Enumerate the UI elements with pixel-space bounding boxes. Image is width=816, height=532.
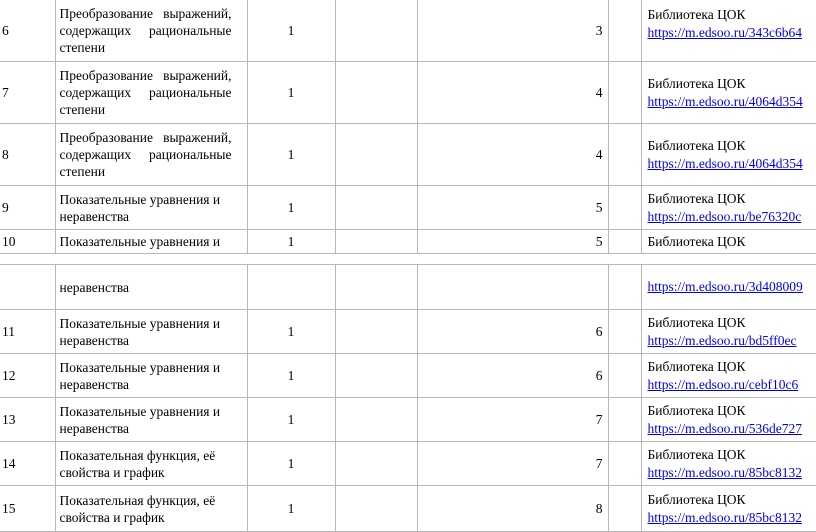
resource-cell: [641, 62, 816, 124]
lesson-week: 6: [417, 310, 608, 354]
lesson-topic: Преобразование выражений, содержащих рациональные степени: [55, 62, 247, 124]
lesson-week: 4: [417, 62, 608, 124]
resource-link[interactable]: https://m.edsoo.ru/bd5ff0ec: [648, 333, 797, 348]
table-row: [0, 0, 816, 62]
lesson-number: 14: [0, 442, 55, 486]
lesson-table-top: [0, 0, 816, 254]
lesson-number: 8: [0, 124, 55, 186]
resource-cell: [641, 0, 816, 62]
lesson-topic: Показательные уравнения и неравенства: [55, 354, 247, 398]
empty-cell: [0, 265, 55, 310]
table-row: [0, 62, 816, 124]
lesson-hours: 1: [247, 486, 335, 532]
resource-link[interactable]: https://m.edsoo.ru/536de727: [648, 421, 803, 436]
empty-cell: [335, 265, 417, 310]
library-label: Библиотека ЦОК: [648, 314, 816, 332]
lesson-topic: Показательные уравнения и неравенства: [55, 398, 247, 442]
empty-cell: [335, 310, 417, 354]
empty-cell: [335, 62, 417, 124]
lesson-hours: 1: [247, 62, 335, 124]
lesson-hours: 1: [247, 230, 335, 254]
lesson-hours: 1: [247, 124, 335, 186]
lesson-topic: Показательная функция, её свойства и график: [55, 442, 247, 486]
empty-cell: [608, 265, 641, 310]
empty-cell: [335, 124, 417, 186]
lesson-number: 12: [0, 354, 55, 398]
lesson-week: 3: [417, 0, 608, 62]
lesson-topic: Преобразование выражений, содержащих рациональные степени: [55, 0, 247, 62]
library-label: Библиотека ЦОК: [648, 6, 816, 24]
lesson-hours: 1: [247, 398, 335, 442]
lesson-hours: 1: [247, 0, 335, 62]
resource-link[interactable]: https://m.edsoo.ru/be76320c: [648, 209, 802, 224]
library-label: Библиотека ЦОК: [648, 75, 816, 93]
lesson-week: 7: [417, 398, 608, 442]
resource-link[interactable]: https://m.edsoo.ru/4064d354: [648, 156, 803, 171]
empty-cell: [608, 398, 641, 442]
resource-cell: [641, 354, 816, 398]
table-row: [0, 442, 816, 486]
empty-cell: [608, 124, 641, 186]
resource-link[interactable]: https://m.edsoo.ru/cebf10c6: [648, 377, 799, 392]
lesson-number: 11: [0, 310, 55, 354]
lesson-number: 15: [0, 486, 55, 532]
resource-cell: [641, 310, 816, 354]
lesson-week: 8: [417, 486, 608, 532]
empty-cell: [608, 230, 641, 254]
lesson-hours: 1: [247, 354, 335, 398]
library-label: Библиотека ЦОК: [648, 190, 816, 208]
lesson-number: 13: [0, 398, 55, 442]
empty-cell: [335, 186, 417, 230]
resource-link[interactable]: https://m.edsoo.ru/85bc8132: [648, 510, 803, 525]
table-row: [0, 354, 816, 398]
resource-cell: [641, 124, 816, 186]
resource-link[interactable]: https://m.edsoo.ru/85bc8132: [648, 465, 803, 480]
empty-cell: [608, 354, 641, 398]
table-row: [0, 398, 816, 442]
table-row: [0, 186, 816, 230]
lesson-week: 6: [417, 354, 608, 398]
lesson-number: 6: [0, 0, 55, 62]
library-label: Библиотека ЦОК: [648, 358, 816, 376]
resource-link[interactable]: https://m.edsoo.ru/3d408009: [648, 279, 803, 294]
lesson-topic: Показательная функция, её свойства и график: [55, 486, 247, 532]
lesson-topic: Показательные уравнения и: [55, 230, 247, 254]
lesson-topic: неравенства: [55, 265, 247, 310]
table-row: [0, 124, 816, 186]
lesson-topic: Преобразование выражений, содержащих рациональные степени: [55, 124, 247, 186]
empty-cell: [335, 230, 417, 254]
lesson-hours: 1: [247, 310, 335, 354]
empty-cell: [335, 442, 417, 486]
empty-cell: [608, 62, 641, 124]
lesson-number: 9: [0, 186, 55, 230]
table-row: [0, 310, 816, 354]
resource-link[interactable]: https://m.edsoo.ru/4064d354: [648, 94, 803, 109]
empty-cell: [608, 310, 641, 354]
table-row: [0, 265, 816, 310]
empty-cell: [335, 398, 417, 442]
empty-cell: [417, 265, 608, 310]
lesson-topic: Показательные уравнения и неравенства: [55, 310, 247, 354]
lesson-week: 5: [417, 230, 608, 254]
empty-cell: [335, 354, 417, 398]
empty-cell: [608, 0, 641, 62]
library-label: Библиотека ЦОК: [648, 233, 816, 251]
resource-cell: [641, 442, 816, 486]
library-label: Библиотека ЦОК: [648, 137, 816, 155]
empty-cell: [247, 265, 335, 310]
lesson-hours: 1: [247, 186, 335, 230]
resource-link[interactable]: https://m.edsoo.ru/343c6b64: [648, 25, 803, 40]
library-label: Библиотека ЦОК: [648, 491, 816, 509]
lesson-number: 10: [0, 230, 55, 254]
lesson-number: 7: [0, 62, 55, 124]
resource-cell: [641, 186, 816, 230]
lesson-week: 4: [417, 124, 608, 186]
library-label: Библиотека ЦОК: [648, 446, 816, 464]
empty-cell: [335, 0, 417, 62]
resource-cell: [641, 398, 816, 442]
library-label: Библиотека ЦОК: [648, 402, 816, 420]
empty-cell: [608, 442, 641, 486]
lesson-week: 7: [417, 442, 608, 486]
table-row: [0, 230, 816, 254]
lesson-hours: 1: [247, 442, 335, 486]
lesson-table-bottom: [0, 264, 816, 532]
empty-cell: [608, 186, 641, 230]
lesson-week: 5: [417, 186, 608, 230]
lesson-topic: Показательные уравнения и неравенства: [55, 186, 247, 230]
resource-cell: [641, 265, 816, 310]
resource-cell: [641, 230, 816, 254]
